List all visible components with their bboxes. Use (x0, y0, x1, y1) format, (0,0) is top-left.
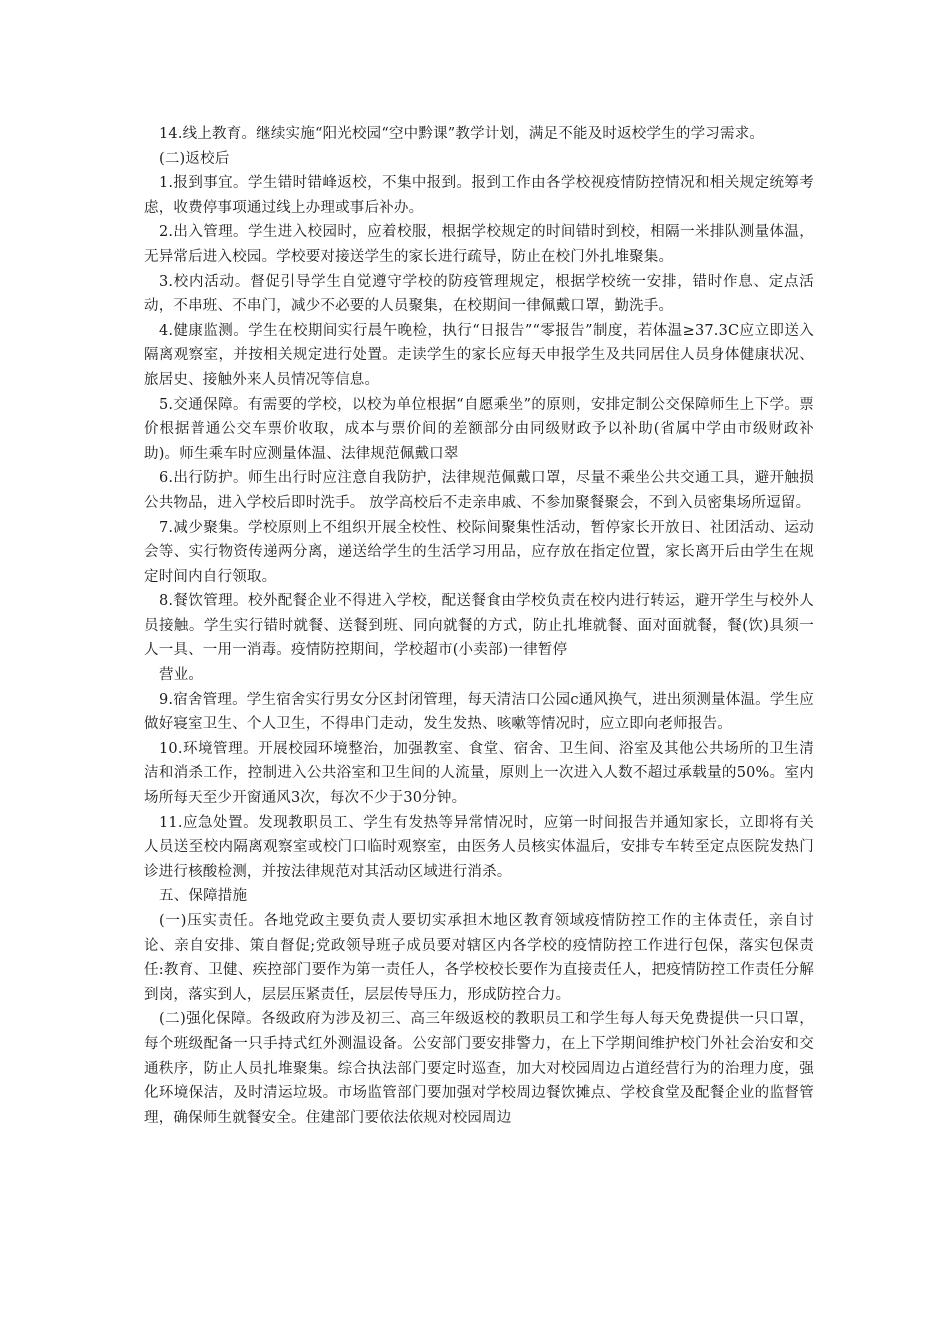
paragraph-emergency: 11.应急处置。发现教职员工、学生有发热等异常情况时，应第一时间报告并通知家长，立即将有关人员送至校内隔离观察室或校门口临时观察室，由医务人员核实体温后，安排专车转至定点医院发热门诊进行核酸检测，并按法律规范对其活动区域进行消杀。 (144, 814, 814, 880)
paragraph-travel-protection: 6.出行防护。师生出行时应注意自我防护，法律规范佩戴口罩，尽量不乘坐公共交通工具，避开触损公共物品，进入学校后即时洗手。 放学高校后不走亲串戚、不参加聚餐聚会，不到入员密集场所逗留。 (144, 470, 814, 511)
paragraph-reduce-gathering: 7.减少聚集。学校原则上不组织开展全校性、校际间聚集性活动，暂停家长开放日、社团活动、运动会等、实行物资传递两分离，递送给学生的生活学习用品，应存放在指定位置，家长离开后由学生在规定时间内自行领取。 (144, 519, 814, 585)
document-body (144, 122, 814, 1130)
paragraph-responsibility: (一)压实责任。各地党政主要负责人要切实承担木地区教育领域疫情防控工作的主体责任，亲自讨论、亲自安排、策自督促;党政领导班子成员要对辖区内各学校的疫情防控工作进行包保，落实包保责任:教育、卫健、疾控部门要作为第一责任人，各学校校长要作为直接责任人，把疫情防控工作责任分解到岗，落实到人，层层压紧责任，层层传导压力，形成防控合力。 (144, 913, 814, 1003)
paragraph-catering: 8.餐饮管理。校外配餐企业不得进入学校，配送餐食由学校负责在校内进行转运，避开学生与校外人员接触。学生实行错时就餐、送餐到班、同向就餐的方式，防止扎堆就餐、面对面就餐，餐(饮)具须一人一具、一用一消毒。疫情防控期间，学校超市(小卖部)一律暂停 (144, 593, 814, 659)
paragraph-support: (二)强化保障。各级政府为涉及初三、高三年级返校的教职员工和学生每人每天免费提供一只口罩，每个班级配备一只手持式红外测温设备。公安部门要安排警力，在上下学期间维护校门外社会治安和交通秩序，防止人员扎堆聚集。综合执法部门要定时巡查，加大对校园周边占道经营行为的治理力度，强化环境保洁，及时清运垃圾。市场监管部门要加强对学校周边餐饮摊点、学校食堂及配餐企业的监督管理，确保师生就餐安全。住建部门要依法依规对校园周边 (144, 1011, 814, 1126)
section-heading-after-return: (二)返校后 (159, 150, 230, 167)
paragraph-campus-activities: 3.校内活动。督促引导学生自觉遵守学校的防疫管理规定，根据学校统一安排，错时作息、定点活动，不串班、不串门，减少不必要的人员聚集，在校期间一律佩戴口罩，勤洗手。 (144, 273, 814, 315)
paragraph-environment: 10.环境管理。开展校园环境整治，加强教室、食堂、宿舍、卫生间、浴室及其他公共场所的卫生清洁和消杀工作，控制进入公共浴室和卫生间的人流量，原则上一次进入人数不超过承载量的50%。室内场所每天至少开窗通风3次，每次不少于30分钟。 (144, 740, 814, 807)
paragraph-dormitory: 9.宿舍管理。学生宿舍实行男女分区封闭管理，每天清洁口公园c通风换气，进出须测量体温。学生应做好寝室卫生、个人卫生，不得串门走动，发生发热、咳嗽等情况时，应立即向老师报告。 (144, 691, 814, 733)
paragraph-access-management: 2.出入管理。学生进入校园时，应着校服，根据学校规定的时间错时到校，相隔一米排队测量体温，无异常后进入校园。学校要对接送学生的家长进行疏导，防止在校门外扎堆聚集。 (144, 224, 814, 265)
paragraph-online-education: 14.线上教育。继续实施“阳光校园“空中黔课”教学计划，满足不能及时返校学生的学习需求。 (159, 126, 765, 142)
section-heading-safeguards: 五、保障措施 (159, 888, 248, 905)
paragraph-catering-tail: 营业。 (159, 667, 204, 684)
paragraph-transport: 5.交通保障。有需要的学校，以校为单位根据“自愿乘坐”的原则，安排定制公交保障师生上下学。票价根据普通公交车票价收取，成本与票价间的差额部分由同级财政予以补助(省属中学由市级财政补助)。师生乘车时应测量体温、法律规范佩戴口翠 (144, 396, 814, 462)
paragraph-registration: 1.报到事宜。学生错时错峰返校，不集中报到。报到工作由各学校视疫情防控情况和相关规定统筹考虑，收费停事项通过线上办理或事后补办。 (144, 175, 814, 216)
paragraph-health-monitoring: 4.健康监测。学生在校期间实行晨午晚检，执行“日报告”“零报告”制度，若体温≥37.3C应立即送入隔离观察室，并按相关规定进行处置。走读学生的家长应每天申报学生及共同居住人员身体健康状况、旅居史、接触外来人员情况等信息。 (144, 322, 814, 388)
